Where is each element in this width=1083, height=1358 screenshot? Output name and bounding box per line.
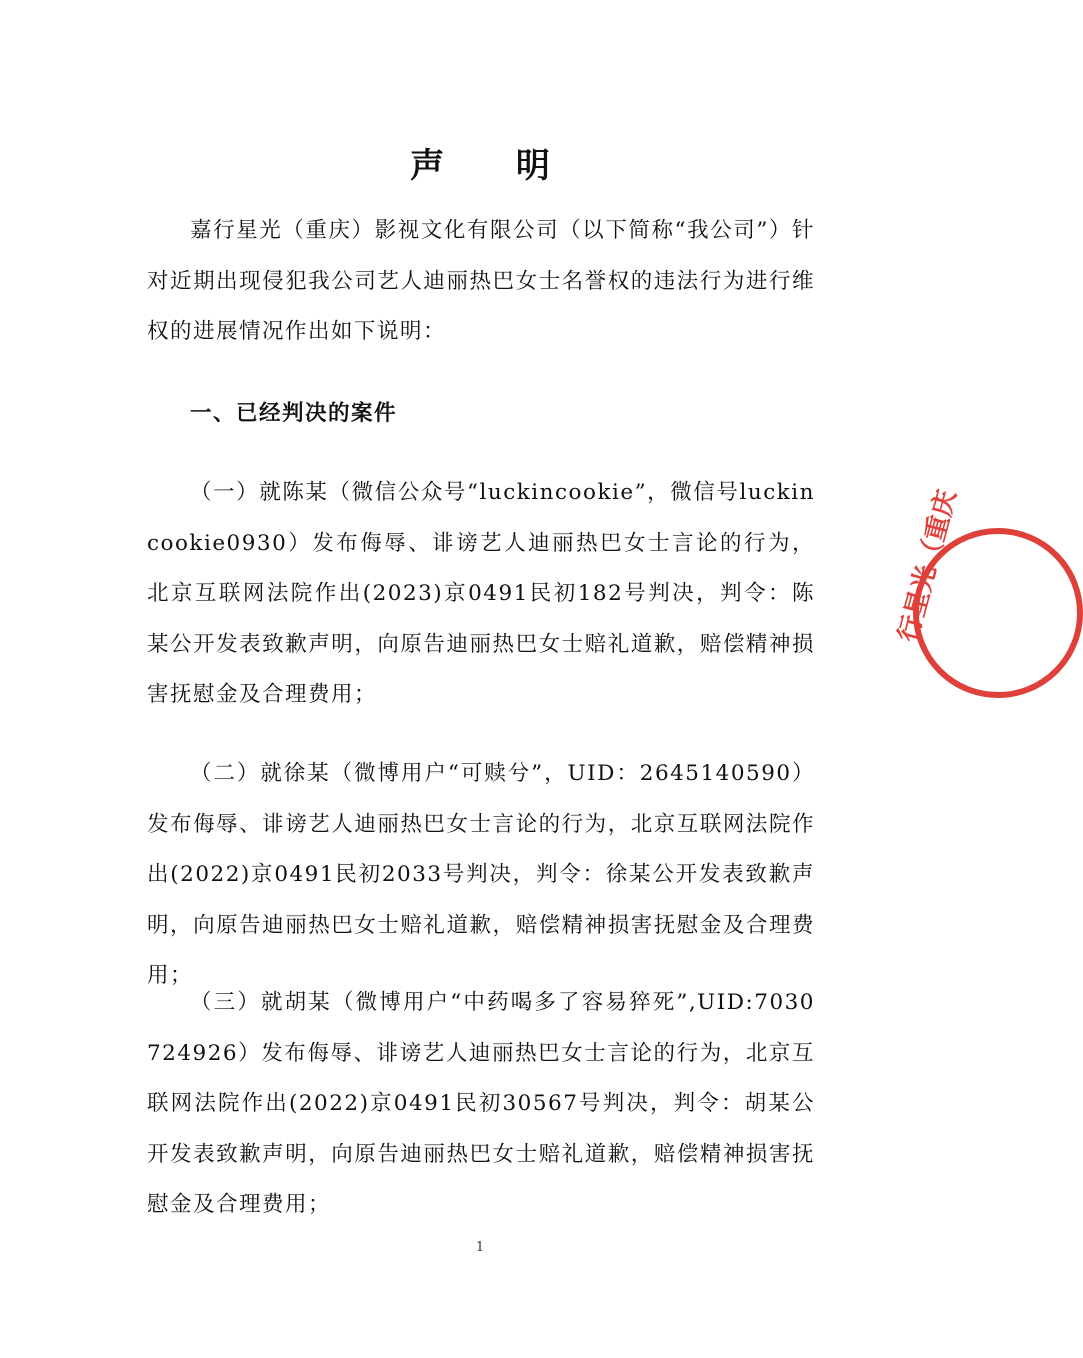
document-title: 声 明 bbox=[410, 146, 580, 186]
company-seal-stamp bbox=[893, 486, 1083, 698]
section-heading: 一、已经判决的案件 bbox=[190, 401, 398, 426]
case-item-1: （一）就陈某（微信公众号“luckincookie”，微信号luckincookie0930）发布侮辱、诽谤艺人迪丽热巴女士言论的行为，北京互联网法院作出(2023)京0491民初182号判决，判令：陈某公开发表致歉声明，向原告迪丽热巴女士赔礼道歉，赔偿精神损害抚慰金及合理费用； bbox=[147, 480, 815, 707]
case-item-2: （二）就徐某（微博用户“可赎兮”，UID：2645140590）发布侮辱、诽谤艺人迪丽热巴女士言论的行为，北京互联网法院作出(2022)京0491民初2033号判决，判令：徐某公开发表致歉声明，向原告迪丽热巴女士赔礼道歉，赔偿精神损害抚慰金及合理费用； bbox=[147, 761, 815, 988]
case-item-3: （三）就胡某（微博用户“中药喝多了容易猝死”,UID:7030724926）发布侮辱、诽谤艺人迪丽热巴女士言论的行为，北京互联网法院作出(2022)京0491民初30567号判决，判令：胡某公开发表致歉声明，向原告迪丽热巴女士赔礼道歉，赔偿精神损害抚慰金及合理费用； bbox=[147, 990, 815, 1217]
page-number: 1 bbox=[475, 1240, 485, 1255]
intro-paragraph: 嘉行星光（重庆）影视文化有限公司（以下简称“我公司”）针对近期出现侵犯我公司艺人迪丽热巴女士名誉权的违法行为进行维权的进展情况作出如下说明： bbox=[147, 218, 815, 344]
seal-text: 行星光（重庆 bbox=[893, 486, 963, 646]
